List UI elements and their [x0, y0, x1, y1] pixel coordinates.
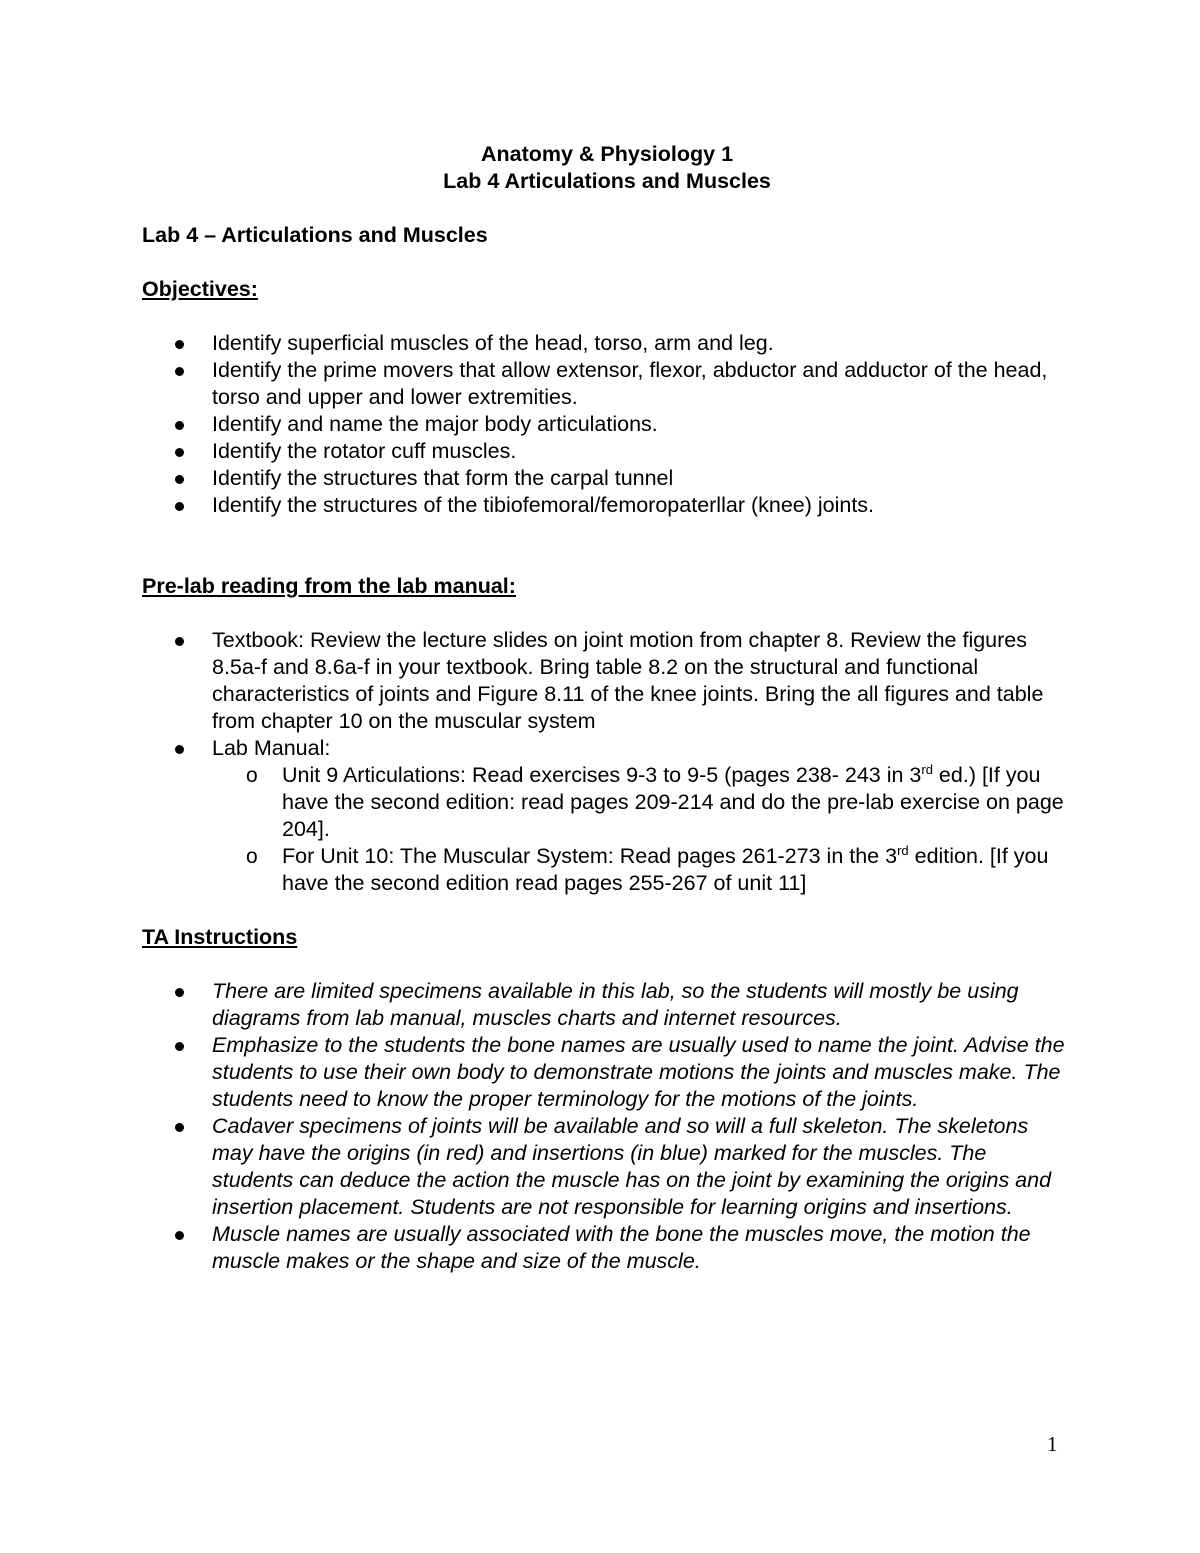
ta-heading: TA Instructions	[142, 925, 298, 949]
ta-item: There are limited specimens available in this lab, so the students will mostly be using diagrams from lab manual, muscles charts and internet resources.	[142, 978, 1072, 1032]
objective-item: Identify superficial muscles of the head, torso, arm and leg.	[142, 330, 1072, 357]
objectives-heading: Objectives:	[142, 277, 258, 301]
ta-item: Emphasize to the students the bone names are usually used to name the joint. Advise the students to use their own body to demonstrate motions the joints and muscles make. The students need to know the proper terminology for the motions of the joints.	[142, 1032, 1072, 1113]
prelab-sublist	[212, 762, 1072, 897]
objective-item: Identify and name the major body articulations.	[142, 411, 1072, 438]
prelab-manual-item	[142, 735, 1072, 897]
prelab-list	[142, 627, 1072, 897]
objective-item: Identify the structures that form the carpal tunnel	[142, 465, 1072, 492]
prelab-textbook-item: Textbook: Review the lecture slides on joint motion from chapter 8. Review the figures 8.5a-f and 8.6a-f in your textbook. Bring table 8.2 on the structural and functional characteristics of joints and Figure 8.11 of the knee joints. Bring the all figures and table from chapter 10 on the muscular system	[142, 627, 1072, 735]
ta-list	[142, 978, 1072, 1275]
title-block	[142, 141, 1072, 195]
objectives-list	[142, 330, 1072, 519]
lab-title: Lab 4 Articulations and Muscles	[443, 169, 771, 193]
prelab-subitem-unit10: o For Unit 10: The Muscular System: Read pages 261-273 in the 3rd edition. [If you have the second edition read pages 255-267 of unit 11]	[212, 843, 1072, 897]
prelab-manual-label: Lab Manual:	[212, 736, 331, 760]
objective-item: Identify the rotator cuff muscles.	[142, 438, 1072, 465]
objective-item: Identify the prime movers that allow extensor, flexor, abductor and adductor of the head, torso and upper and lower extremities.	[142, 357, 1072, 411]
prelab-subitem-unit9: o Unit 9 Articulations: Read exercises 9-3 to 9-5 (pages 238- 243 in 3rd ed.) [If you have the second edition: read pages 209-214 and do the pre-lab exercise on page 204].	[212, 762, 1072, 843]
ta-item: Cadaver specimens of joints will be available and so will a full skeleton. The skeletons may have the origins (in red) and insertions (in blue) marked for the muscles. The students can deduce the action the muscle has on the joint by examining the origins and insertion placement. Students are not responsible for learning origins and insertions.	[142, 1113, 1072, 1221]
document-content	[142, 141, 1072, 1275]
ta-item: Muscle names are usually associated with the bone the muscles move, the motion the muscle makes or the shape and size of the muscle.	[142, 1221, 1072, 1275]
objective-item: Identify the structures of the tibiofemoral/femoropaterllar (knee) joints.	[142, 492, 1072, 519]
prelab-heading: Pre-lab reading from the lab manual:	[142, 574, 516, 598]
course-title: Anatomy & Physiology 1	[480, 142, 734, 166]
lab-heading: Lab 4 – Articulations and Muscles	[142, 223, 488, 247]
page-number: 1	[1047, 1432, 1058, 1456]
